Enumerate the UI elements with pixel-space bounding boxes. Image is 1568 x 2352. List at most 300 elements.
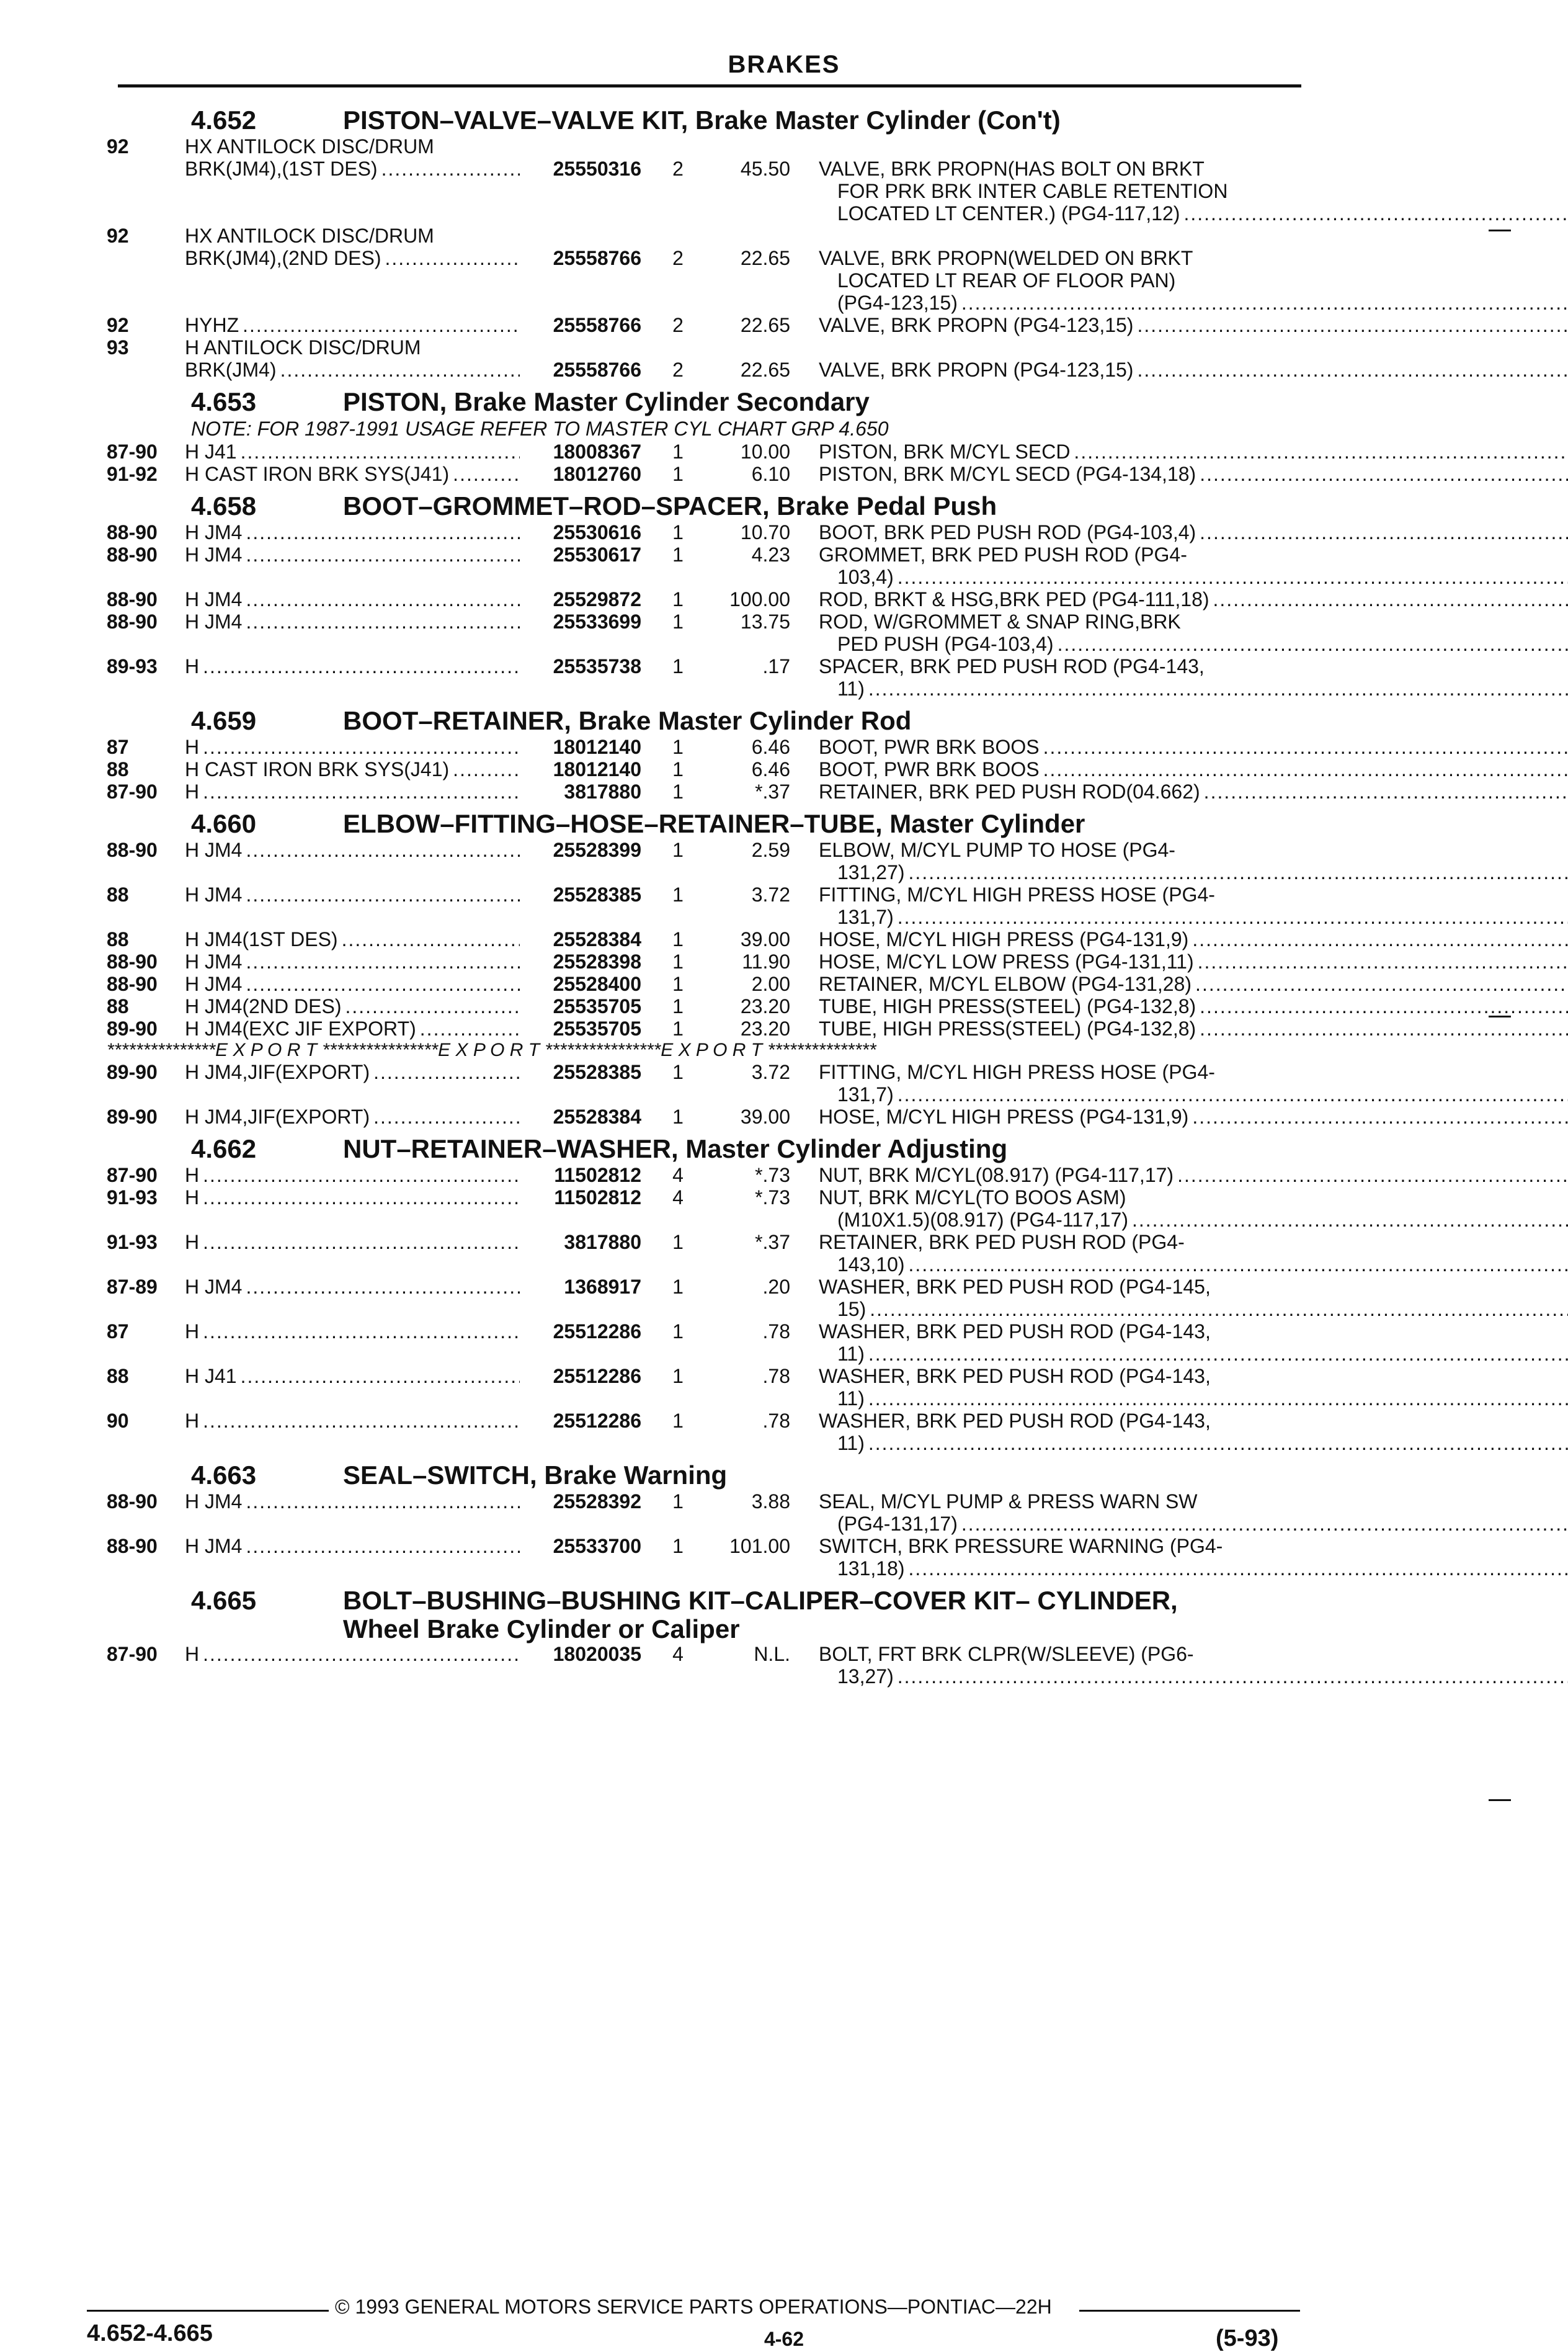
description-line xyxy=(819,521,1568,543)
price: 45.50 xyxy=(740,158,790,180)
leader-dots xyxy=(958,292,1568,314)
description-text: PISTON, BRK M/CYL SECD (PG4-134,18) xyxy=(819,463,1196,485)
footer-group-range: 4.652-4.665 xyxy=(87,2320,213,2346)
quantity: 1 xyxy=(672,839,684,861)
leader-dots xyxy=(1040,758,1568,780)
description-lines xyxy=(819,1106,1568,1128)
part-row xyxy=(107,1017,1310,1040)
model-line xyxy=(185,588,520,610)
section-heading xyxy=(107,1586,1310,1616)
description-lines xyxy=(819,950,1568,973)
part-values xyxy=(520,1320,1568,1365)
description-lines xyxy=(819,1061,1568,1106)
part-values xyxy=(520,543,1568,588)
footer-page-number: 4-62 xyxy=(764,2328,804,2350)
description-line xyxy=(819,1320,1568,1343)
model-years: 87 xyxy=(107,1320,129,1343)
model-line xyxy=(185,543,520,566)
description-text: VALVE, BRK PROPN(WELDED ON BRKT xyxy=(819,247,1193,269)
description xyxy=(790,1320,1568,1365)
leader-dots xyxy=(242,950,520,973)
description-lines xyxy=(819,314,1568,336)
model-cell xyxy=(185,1186,520,1231)
model-years: 89-90 xyxy=(107,1106,158,1128)
description-line xyxy=(819,314,1568,336)
description-text: ROD, BRKT & HSG,BRK PED (PG4-111,18) xyxy=(819,588,1209,610)
description-text: WASHER, BRK PED PUSH ROD (PG4-145, xyxy=(819,1276,1211,1298)
price: 100.00 xyxy=(729,588,790,610)
description-line xyxy=(819,1513,1568,1535)
model-cell xyxy=(185,780,520,803)
description-line xyxy=(819,1343,1568,1365)
price: 11.90 xyxy=(742,950,790,973)
price: 4.23 xyxy=(751,543,790,566)
model-line xyxy=(185,463,520,485)
model-cell xyxy=(185,883,520,928)
model-line xyxy=(185,1106,520,1128)
margin-tick xyxy=(1489,1016,1511,1017)
part-values xyxy=(520,1276,1568,1320)
description-lines xyxy=(819,1164,1568,1186)
description-text: HOSE, M/CYL HIGH PRESS (PG4-131,9) xyxy=(819,1106,1189,1128)
part-values xyxy=(520,1410,1568,1454)
leader-dots xyxy=(237,440,520,463)
price: 39.00 xyxy=(740,1106,790,1128)
description-line xyxy=(819,1083,1568,1106)
description-text: TUBE, HIGH PRESS(STEEL) (PG4-132,8) xyxy=(819,1017,1196,1040)
description xyxy=(790,928,1568,950)
model-years: 92 xyxy=(107,135,129,158)
section-heading xyxy=(107,706,1310,736)
quantity: 1 xyxy=(672,928,684,950)
page-header-title: BRAKES xyxy=(728,51,840,78)
section-number: 4.658 xyxy=(191,491,257,521)
part-number: 25535705 xyxy=(553,1017,641,1040)
description-line xyxy=(819,1209,1568,1231)
description-text: FITTING, M/CYL HIGH PRESS HOSE (PG4- xyxy=(819,883,1215,906)
quantity: 1 xyxy=(672,1490,684,1513)
section-number: 4.660 xyxy=(191,809,257,838)
model-text: H JM4 xyxy=(185,973,243,995)
description-text: VALVE, BRK PROPN (PG4-123,15) xyxy=(819,314,1134,336)
part-values xyxy=(520,655,1568,700)
description-line xyxy=(819,655,1568,677)
price: 39.00 xyxy=(740,928,790,950)
section-4-660 xyxy=(107,809,1310,1128)
leader-dots xyxy=(905,1253,1568,1276)
description-line xyxy=(819,1557,1568,1580)
quantity: 1 xyxy=(672,440,684,463)
description-text: 131,27) xyxy=(837,861,905,883)
model-line xyxy=(185,1186,520,1209)
model-text: H JM4 xyxy=(185,883,243,906)
part-row xyxy=(107,1061,1310,1106)
part-values xyxy=(520,1365,1568,1410)
part-row xyxy=(107,655,1310,700)
model-cell xyxy=(185,588,520,610)
description-lines xyxy=(819,463,1568,485)
description-text: ELBOW, M/CYL PUMP TO HOSE (PG4- xyxy=(819,839,1175,861)
part-row xyxy=(107,1320,1310,1365)
description-lines xyxy=(819,655,1568,700)
leader-dots xyxy=(199,1410,520,1432)
quantity: 1 xyxy=(672,521,684,543)
leader-dots xyxy=(905,861,1568,883)
quantity: 1 xyxy=(672,1106,684,1128)
description xyxy=(790,736,1568,758)
description xyxy=(790,610,1568,655)
model-years: 88-90 xyxy=(107,1490,158,1513)
description-line xyxy=(819,995,1568,1017)
description xyxy=(790,463,1568,485)
quantity: 4 xyxy=(672,1186,684,1209)
price: *.37 xyxy=(755,1231,790,1253)
leader-dots xyxy=(370,1106,520,1128)
quantity: 1 xyxy=(672,1017,684,1040)
price: 23.20 xyxy=(740,995,790,1017)
model-cell xyxy=(185,135,520,225)
description xyxy=(790,655,1568,700)
part-row xyxy=(107,521,1310,543)
footer-rule-left xyxy=(87,2310,329,2312)
leader-dots xyxy=(338,928,520,950)
quantity: 1 xyxy=(672,950,684,973)
part-number: 25528385 xyxy=(553,883,641,906)
section-heading xyxy=(107,387,1310,417)
leader-dots xyxy=(894,1665,1568,1688)
parts-listing xyxy=(107,99,1310,1688)
part-values xyxy=(520,1490,1568,1535)
model-text: H JM4,JIF(EXPORT) xyxy=(185,1106,370,1128)
section-4-659 xyxy=(107,706,1310,803)
price: *.73 xyxy=(755,1186,790,1209)
description-text: 11) xyxy=(837,1343,865,1365)
model-text: H JM4,JIF(EXPORT) xyxy=(185,1061,370,1083)
model-text: H JM4 xyxy=(185,610,243,633)
section-title: BOOT–GROMMET–ROD–SPACER, Brake Pedal Push xyxy=(343,491,997,521)
part-values xyxy=(520,1164,1568,1186)
price: 23.20 xyxy=(740,1017,790,1040)
part-values xyxy=(520,1106,1568,1128)
model-line xyxy=(185,158,520,180)
quantity: 1 xyxy=(672,1061,684,1083)
description-lines xyxy=(819,1410,1568,1454)
description-text: 11) xyxy=(837,1432,865,1454)
model-cell xyxy=(185,995,520,1017)
model-years: 91-93 xyxy=(107,1186,158,1209)
quantity: 2 xyxy=(672,158,684,180)
model-text: H xyxy=(185,780,200,803)
quantity: 1 xyxy=(672,463,684,485)
section-4-652 xyxy=(107,105,1310,381)
description-text: 15) xyxy=(837,1298,866,1320)
description-text: PED PUSH (PG4-103,4) xyxy=(837,633,1054,655)
part-values xyxy=(520,1186,1568,1231)
part-number: 25528384 xyxy=(553,1106,641,1128)
model-text: H JM4 xyxy=(185,1490,243,1513)
quantity: 1 xyxy=(672,1276,684,1298)
description-text: BOLT, FRT BRK CLPR(W/SLEEVE) (PG6- xyxy=(819,1643,1194,1665)
description-text: SEAL, M/CYL PUMP & PRESS WARN SW xyxy=(819,1490,1198,1513)
description-lines xyxy=(819,1643,1568,1688)
description-line xyxy=(819,1535,1568,1557)
model-years: 87-90 xyxy=(107,440,158,463)
model-line xyxy=(185,1276,520,1298)
description xyxy=(790,1643,1568,1688)
model-text: H xyxy=(185,1186,200,1209)
description-lines xyxy=(819,883,1568,928)
description-line xyxy=(819,1387,1568,1410)
footer-date: (5-93) xyxy=(1216,2325,1279,2351)
part-row xyxy=(107,440,1310,463)
part-number: 25528385 xyxy=(553,1061,641,1083)
part-values xyxy=(520,440,1568,463)
part-number: 25533700 xyxy=(553,1535,641,1557)
part-number: 3817880 xyxy=(564,1231,641,1253)
description xyxy=(790,973,1568,995)
footer-copyright: © 1993 GENERAL MOTORS SERVICE PARTS OPERATIONS—PONTIAC—22H xyxy=(335,2296,1052,2318)
leader-dots xyxy=(1174,1164,1568,1186)
model-line xyxy=(185,1017,520,1040)
model-line xyxy=(185,928,520,950)
model-line xyxy=(185,440,520,463)
model-line xyxy=(185,247,520,269)
model-years: 88-90 xyxy=(107,543,158,566)
quantity: 1 xyxy=(672,655,684,677)
price: 10.00 xyxy=(740,440,790,463)
description-text: 11) xyxy=(837,677,865,700)
price: 22.65 xyxy=(740,314,790,336)
model-cell xyxy=(185,928,520,950)
part-row xyxy=(107,1164,1310,1186)
description-line xyxy=(819,973,1568,995)
model-cell xyxy=(185,610,520,655)
description-text: (PG4-123,15) xyxy=(837,292,958,314)
part-row xyxy=(107,883,1310,928)
leader-dots xyxy=(1196,995,1568,1017)
description-text: RETAINER, BRK PED PUSH ROD(04.662) xyxy=(819,780,1200,803)
description xyxy=(790,1365,1568,1410)
description-text: LOCATED LT REAR OF FLOOR PAN) xyxy=(837,269,1176,292)
model-line xyxy=(185,225,520,247)
part-row xyxy=(107,780,1310,803)
part-row xyxy=(107,973,1310,995)
section-title: BOOT–RETAINER, Brake Master Cylinder Rod xyxy=(343,706,912,735)
price: 101.00 xyxy=(729,1535,790,1557)
description-lines xyxy=(819,1276,1568,1320)
description-line xyxy=(819,463,1568,485)
description-line xyxy=(819,1106,1568,1128)
part-values xyxy=(520,780,1568,803)
description-lines xyxy=(819,247,1568,314)
leader-dots xyxy=(242,610,520,633)
leader-dots xyxy=(1133,314,1568,336)
part-values xyxy=(520,1061,1568,1106)
description-lines xyxy=(819,610,1568,655)
quantity: 1 xyxy=(672,1320,684,1343)
model-cell xyxy=(185,1061,520,1106)
leader-dots xyxy=(866,1298,1568,1320)
quantity: 1 xyxy=(672,780,684,803)
model-text: H JM4 xyxy=(185,1535,243,1557)
leader-dots xyxy=(242,1535,520,1557)
model-years: 88-90 xyxy=(107,1535,158,1557)
model-years: 92 xyxy=(107,314,129,336)
part-values xyxy=(520,950,1568,973)
price: 10.70 xyxy=(740,521,790,543)
description-line xyxy=(819,1665,1568,1688)
leader-dots xyxy=(449,463,520,485)
part-number: 3817880 xyxy=(564,780,641,803)
part-values xyxy=(520,758,1568,780)
leader-dots xyxy=(199,1320,520,1343)
leader-dots xyxy=(239,314,520,336)
model-years: 88 xyxy=(107,758,129,780)
quantity: 1 xyxy=(672,973,684,995)
leader-dots xyxy=(199,736,520,758)
model-text: H J41 xyxy=(185,1365,237,1387)
model-text: BRK(JM4),(2ND DES) xyxy=(185,247,381,269)
part-row xyxy=(107,1535,1310,1580)
part-number: 25535705 xyxy=(553,995,641,1017)
section-title: SEAL–SWITCH, Brake Warning xyxy=(343,1460,728,1490)
description-text: 11) xyxy=(837,1387,865,1410)
leader-dots xyxy=(1133,359,1568,381)
part-values xyxy=(520,359,1568,381)
model-line xyxy=(185,336,520,359)
description-lines xyxy=(819,158,1568,225)
leader-dots xyxy=(1192,973,1568,995)
leader-dots xyxy=(449,758,520,780)
description-text: TUBE, HIGH PRESS(STEEL) (PG4-132,8) xyxy=(819,995,1196,1017)
quantity: 4 xyxy=(672,1164,684,1186)
section-heading xyxy=(107,491,1310,521)
margin-tick xyxy=(1489,1799,1511,1801)
quantity: 1 xyxy=(672,995,684,1017)
description xyxy=(790,440,1568,463)
model-years: 88-90 xyxy=(107,610,158,633)
description xyxy=(790,1490,1568,1535)
footer-rule-right xyxy=(1079,2310,1300,2312)
model-text: H JM4 xyxy=(185,1276,243,1298)
part-number: 25558766 xyxy=(553,247,641,269)
model-years: 89-90 xyxy=(107,1061,158,1083)
section-number: 4.662 xyxy=(191,1134,257,1163)
model-text: H xyxy=(185,655,200,677)
quantity: 1 xyxy=(672,1410,684,1432)
leader-dots xyxy=(1188,928,1568,950)
leader-dots xyxy=(1209,588,1568,610)
description-line xyxy=(819,1490,1568,1513)
part-number: 18012760 xyxy=(553,463,641,485)
part-values xyxy=(520,883,1568,928)
description-lines xyxy=(819,1365,1568,1410)
part-number: 25558766 xyxy=(553,359,641,381)
section-4-663 xyxy=(107,1460,1310,1580)
part-row xyxy=(107,610,1310,655)
part-row xyxy=(107,995,1310,1017)
part-row xyxy=(107,135,1310,225)
part-row xyxy=(107,928,1310,950)
part-values xyxy=(520,588,1568,610)
leader-dots xyxy=(865,1387,1568,1410)
part-row xyxy=(107,1231,1310,1276)
description-lines xyxy=(819,758,1568,780)
description-text: SPACER, BRK PED PUSH ROD (PG4-143, xyxy=(819,655,1205,677)
model-years: 88 xyxy=(107,928,129,950)
model-years: 87-90 xyxy=(107,1164,158,1186)
description-lines xyxy=(819,736,1568,758)
leader-dots xyxy=(1194,950,1568,973)
quantity: 1 xyxy=(672,758,684,780)
part-number: 11502812 xyxy=(554,1186,641,1209)
model-cell xyxy=(185,1276,520,1320)
section-number: 4.663 xyxy=(191,1460,257,1490)
model-text: HYHZ xyxy=(185,314,239,336)
model-cell xyxy=(185,839,520,883)
part-row xyxy=(107,1276,1310,1320)
part-values xyxy=(520,247,1568,314)
quantity: 1 xyxy=(672,1231,684,1253)
part-number: 1368917 xyxy=(564,1276,641,1298)
description xyxy=(790,247,1568,314)
leader-dots xyxy=(242,839,520,861)
part-number: 25528392 xyxy=(553,1490,641,1513)
description xyxy=(790,995,1568,1017)
leader-dots xyxy=(378,158,520,180)
description-text: VALVE, BRK PROPN (PG4-123,15) xyxy=(819,359,1134,381)
section-heading xyxy=(107,809,1310,839)
part-number: 25512286 xyxy=(553,1320,641,1343)
model-years: 88-90 xyxy=(107,973,158,995)
leader-dots xyxy=(242,973,520,995)
price: *.37 xyxy=(755,780,790,803)
model-cell xyxy=(185,1410,520,1454)
model-years: 87-90 xyxy=(107,780,158,803)
price: .20 xyxy=(762,1276,790,1298)
model-cell xyxy=(185,1490,520,1535)
description-line xyxy=(819,269,1568,292)
quantity: 1 xyxy=(672,1535,684,1557)
part-row xyxy=(107,950,1310,973)
model-line xyxy=(185,521,520,543)
description xyxy=(790,314,1568,336)
section-4-653 xyxy=(107,387,1310,485)
description-text: SWITCH, BRK PRESSURE WARNING (PG4- xyxy=(819,1535,1223,1557)
leader-dots xyxy=(1180,202,1568,225)
part-row xyxy=(107,1410,1310,1454)
model-text: H JM4 xyxy=(185,543,243,566)
section-title: PISTON, Brake Master Cylinder Secondary xyxy=(343,387,870,416)
leader-dots xyxy=(1196,521,1568,543)
model-line xyxy=(185,359,520,381)
section-4-658 xyxy=(107,491,1310,700)
description-line xyxy=(819,736,1568,758)
description-line xyxy=(819,1253,1568,1276)
description-line xyxy=(819,1061,1568,1083)
quantity: 1 xyxy=(672,736,684,758)
part-number: 25530617 xyxy=(553,543,641,566)
description-line xyxy=(819,883,1568,906)
leader-dots xyxy=(1070,440,1568,463)
description xyxy=(790,839,1568,883)
description-text: BOOT, BRK PED PUSH ROD (PG4-103,4) xyxy=(819,521,1196,543)
description-line xyxy=(819,1365,1568,1387)
section-title: PISTON–VALVE–VALVE KIT, Brake Master Cylinder (Con't) xyxy=(343,105,1061,135)
part-values xyxy=(520,839,1568,883)
description-lines xyxy=(819,1320,1568,1365)
description xyxy=(790,359,1568,381)
